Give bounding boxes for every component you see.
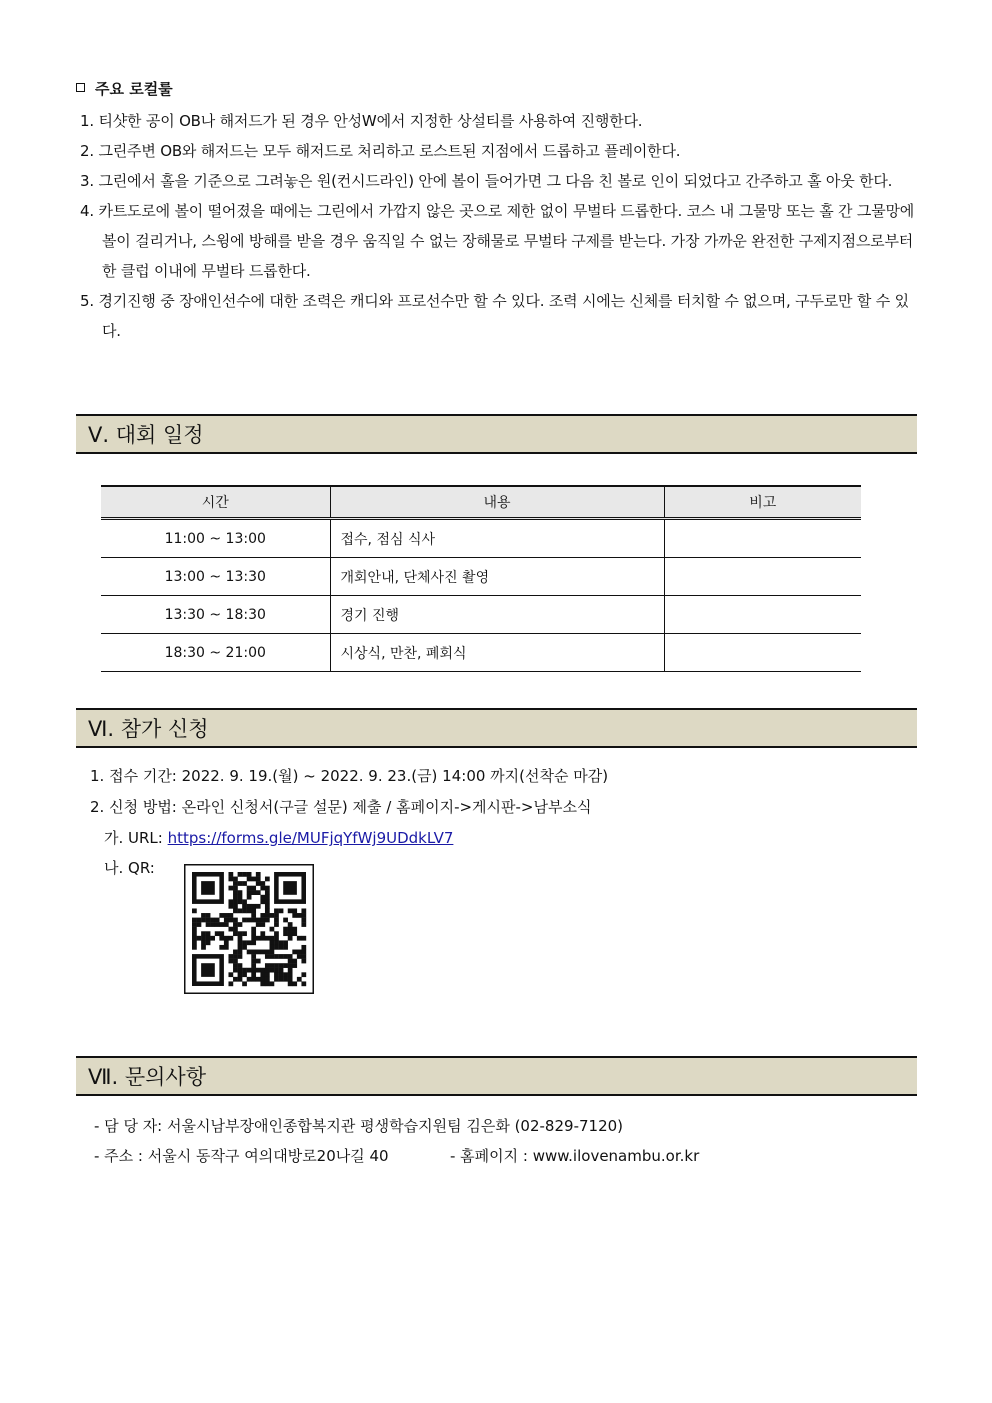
table-header-row xyxy=(101,486,861,519)
apply-period: 1. 접수 기간: 2022. 9. 19.(월) ~ 2022. 9. 23.(금) 14:00 까지(선착순 마감) xyxy=(90,767,609,785)
contact-person: - 담 당 자: 서울시남부장애인종합복지관 평생학습지원팀 김은화 (02-829-7120) xyxy=(94,1117,624,1135)
cell-time: 13:00 ~ 13:30 xyxy=(101,558,330,596)
contact-address: - 주소 : 서울시 동작구 여의대방로20나길 40 xyxy=(94,1147,389,1165)
apply-method: 2. 신청 방법: 온라인 신청서(구글 설문) 제출 / 홈페이지->게시판->남부소식 xyxy=(90,798,592,816)
cell-content: 시상식, 만찬, 폐회식 xyxy=(330,634,664,672)
rule-item: 5. 경기진행 중 장애인선수에 대한 조력은 캐디와 프로선수만 할 수 있다. 조력 시에는 신체를 터치할 수 없으며, 구두로만 할 수 있다. xyxy=(80,292,909,340)
rule-item: 2. 그린주변 OB와 해저드는 모두 해저드로 처리하고 로스트된 지점에서 드롭하고 플레이한다. xyxy=(80,142,681,160)
cell-content: 경기 진행 xyxy=(330,596,664,634)
cell-note xyxy=(664,596,861,634)
apply-url-line xyxy=(104,827,453,848)
column-header-time: 시간 xyxy=(101,486,330,519)
column-header-content: 내용 xyxy=(330,486,664,519)
cell-time: 11:00 ~ 13:00 xyxy=(101,519,330,558)
cell-note xyxy=(664,519,861,558)
section-heading-schedule: Ⅴ. 대회 일정 xyxy=(76,414,917,454)
table-row xyxy=(101,596,861,634)
qr-label: 나. QR: xyxy=(104,859,155,877)
cell-note xyxy=(664,558,861,596)
cell-content: 접수, 점심 식사 xyxy=(330,519,664,558)
schedule-table xyxy=(101,485,861,672)
local-rules-list xyxy=(80,106,925,346)
table-row xyxy=(101,519,861,558)
table-row xyxy=(101,634,861,672)
qr-code-icon[interactable] xyxy=(184,864,314,994)
cell-time: 13:30 ~ 18:30 xyxy=(101,596,330,634)
square-bullet-icon xyxy=(76,83,85,92)
cell-time: 18:30 ~ 21:00 xyxy=(101,634,330,672)
section-heading-contact: Ⅶ. 문의사항 xyxy=(76,1056,917,1096)
cell-note xyxy=(664,634,861,672)
application-form-link[interactable]: https://forms.gle/MUFjqYfWj9UDdkLV7 xyxy=(167,829,454,847)
section-heading-apply: Ⅵ. 참가 신청 xyxy=(76,708,917,748)
cell-content: 개회안내, 단체사진 촬영 xyxy=(330,558,664,596)
rule-item: 4. 카트도로에 볼이 떨어졌을 때에는 그린에서 가깝지 않은 곳으로 제한 없이 무벌타 드롭한다. 코스 내 그물망 또는 홀 간 그물망에 볼이 걸리거나, 스윙에 방해를 받을 경우 움직일 수 없는 장해물로 무벌타 구제를 받는다. 가장 가까운 완전한 구제지점으로부터 한 클럽 이내에 무벌타 드롭한다. xyxy=(80,202,915,280)
column-header-note: 비고 xyxy=(664,486,861,519)
url-label: 가. URL: xyxy=(104,829,168,847)
rule-item: 3. 그린에서 홀을 기준으로 그려놓은 원(컨시드라인) 안에 볼이 들어가면 그 다음 친 볼로 인이 되었다고 간주하고 홀 아웃 한다. xyxy=(80,172,893,190)
table-row xyxy=(101,558,861,596)
contact-homepage: - 홈페이지 : www.ilovenambu.or.kr xyxy=(450,1147,700,1165)
local-rules-title: 주요 로컬룰 xyxy=(76,78,173,99)
rule-item: 1. 티샷한 공이 OB나 해저드가 된 경우 안성W에서 지정한 상설티를 사용하여 진행한다. xyxy=(80,112,643,130)
